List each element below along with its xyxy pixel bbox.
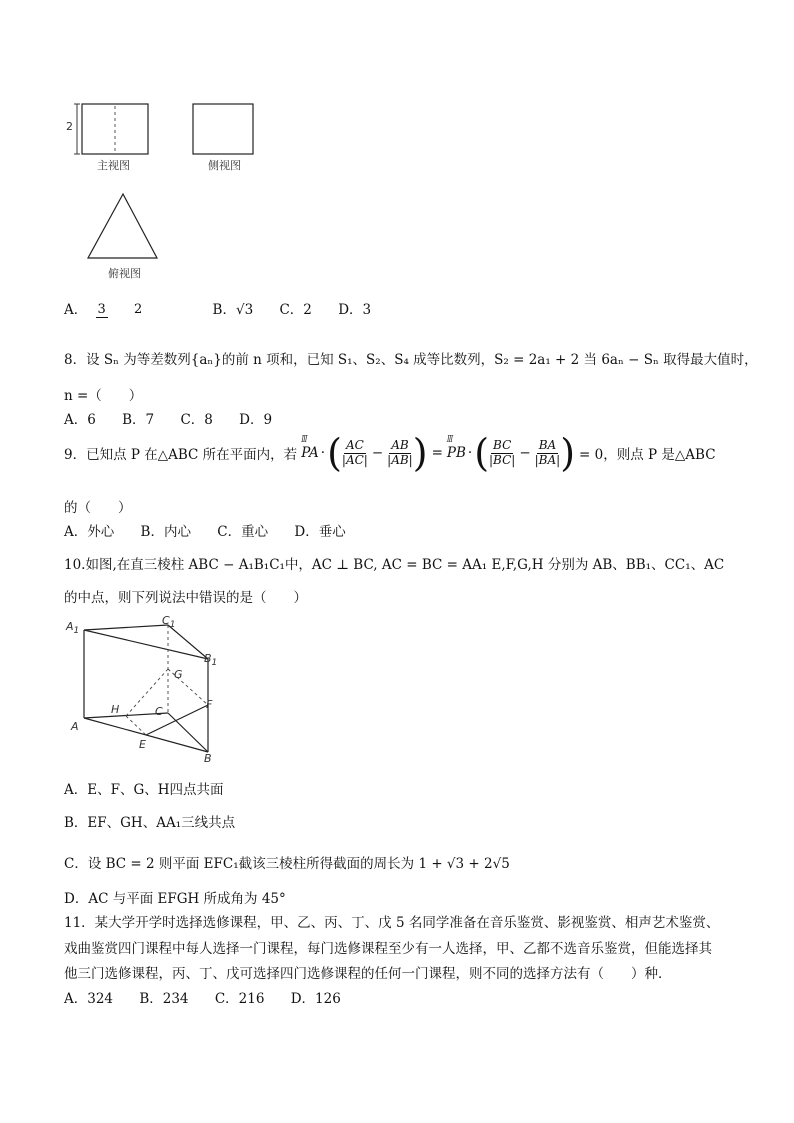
q7-choice-d[interactable]: D．3 [338,302,372,318]
q11-stem-line3: 他三门选修课程，丙、丁、戊可选择四门选修课程的任何一门课程，则不同的选择方法有（ ）种． [64,966,672,982]
q11-stem-line2: 戏曲鉴赏四门课程中每人选择一门课程，每门选修课程至少有一人选择，甲、乙都不选音乐鉴赏，但能选择其 [64,941,712,957]
q8-choice-c[interactable]: C．8 [180,412,213,428]
q10-choice-c[interactable]: C．设 BC = 2 则平面 EFC₁截该三棱柱所得截面的周长为 1 + √3 + 2√5 [64,856,510,872]
q9-stem-line1: 9．已知点 P 在△ABC 所在平面内，若 ꟾꟾꟾ PA · ( $\frac{AC}{|AC|}$ − $\frac{AB}{|AB|}$ ) = ꟾꟾꟾ PB · ( $\frac{BC}{|BC|}$ − $\frac{BA}{|BA|}$ ) = 0，则点 P 是△ABC [64,434,716,472]
side-view-rect [193,104,253,154]
point-h: H [111,703,120,716]
q10-choice-d[interactable]: D．AC 与平面 EFGH 所成角为 45° [64,891,286,907]
q7-fraction: 3 2 [97,301,143,317]
q10-stem-line2: 的中点，则下列说法中错误的是（ ） [64,590,307,606]
q8-choice-d[interactable]: D．9 [239,412,273,428]
point-e: E [139,738,146,751]
q7-choice-c[interactable]: C．2 [279,302,312,318]
q8-choice-b[interactable]: B．7 [122,412,155,428]
q11-stem-line1: 11．某大学开学时选择选修课程，甲、乙、丙、丁、戊 5 名同学准备在音乐鉴赏、影视鉴赏、相声艺术鉴赏、 [64,915,720,931]
q9-frac-ac: $\frac{AC}{|AC|}$ [341,438,368,467]
q9-choice-a[interactable]: A．外心 [64,524,115,540]
vertex-b1: $B_1$ [204,652,218,669]
vertex-c: C [155,705,163,718]
top-view-label: 俯视图 [108,267,141,280]
point-f: F [206,698,213,711]
vector-pb: ꟾꟾꟾ PB [447,445,466,461]
vertex-a1: $A_1$ [66,620,80,637]
q11-choice-c[interactable]: C．216 [214,991,265,1007]
q9-frac-bc: $\frac{BC}{|BC|}$ [489,438,516,467]
q9-choice-d[interactable]: D．垂心 [294,524,346,540]
q8-stem-line2: n =（ ） [64,388,143,404]
side-view-label: 侧视图 [208,159,241,172]
q9-choice-b[interactable]: B．内心 [140,524,191,540]
dimension-label: 2 [66,120,73,133]
three-view-figure [60,96,270,281]
vector-pa: ꟾꟾꟾ PA [301,445,319,461]
q9-frac-ab: $\frac{AB}{|AB|}$ [387,438,413,467]
q11-choices [64,987,363,1007]
q9-stem-line2: 的（ ） [64,500,132,516]
front-view-label: 主视图 [97,159,130,172]
q8-choice-a[interactable]: A．6 [64,412,96,428]
q8-stem-line1: 8．设 Sₙ 为等差数列{aₙ}的前 n 项和，已知 S₁、S₂、S₄ 成等比数列，S₂ = 2a₁ + 2 当 6aₙ − Sₙ 取得最大值时， [64,352,758,368]
vertex-a: A [71,720,79,733]
q10-stem-line1: 10.如图,在直三棱柱 ABC − A₁B₁C₁中，AC ⊥ BC, AC = BC = AA₁ E,F,G,H 分别为 AB、BB₁、CC₁、AC [64,557,725,573]
top-view-triangle [88,194,157,258]
vertex-c1: $C_1$ [162,614,176,631]
q9-choices [64,520,368,540]
q8-choices [64,408,294,428]
q11-choice-b[interactable]: B．234 [139,991,189,1007]
q7-choice-a[interactable]: A． 3 2 [64,298,186,318]
q11-choice-d[interactable]: D．126 [290,991,341,1007]
q9-frac-ba: $\frac{BA}{|BA|}$ [534,438,561,467]
q7-choices [64,298,393,318]
q10-choice-b[interactable]: B．EF、GH、AA₁三线共点 [64,815,236,831]
q10-choice-a[interactable]: A．E、F、G、H四点共面 [64,782,224,798]
q7-choice-b[interactable]: B．√3 [212,302,254,318]
q11-choice-a[interactable]: A．324 [64,991,114,1007]
front-view-rect [82,104,148,154]
q9-choice-c[interactable]: C．重心 [217,524,269,540]
point-g: G [174,668,183,681]
vertex-b: B [204,752,212,765]
